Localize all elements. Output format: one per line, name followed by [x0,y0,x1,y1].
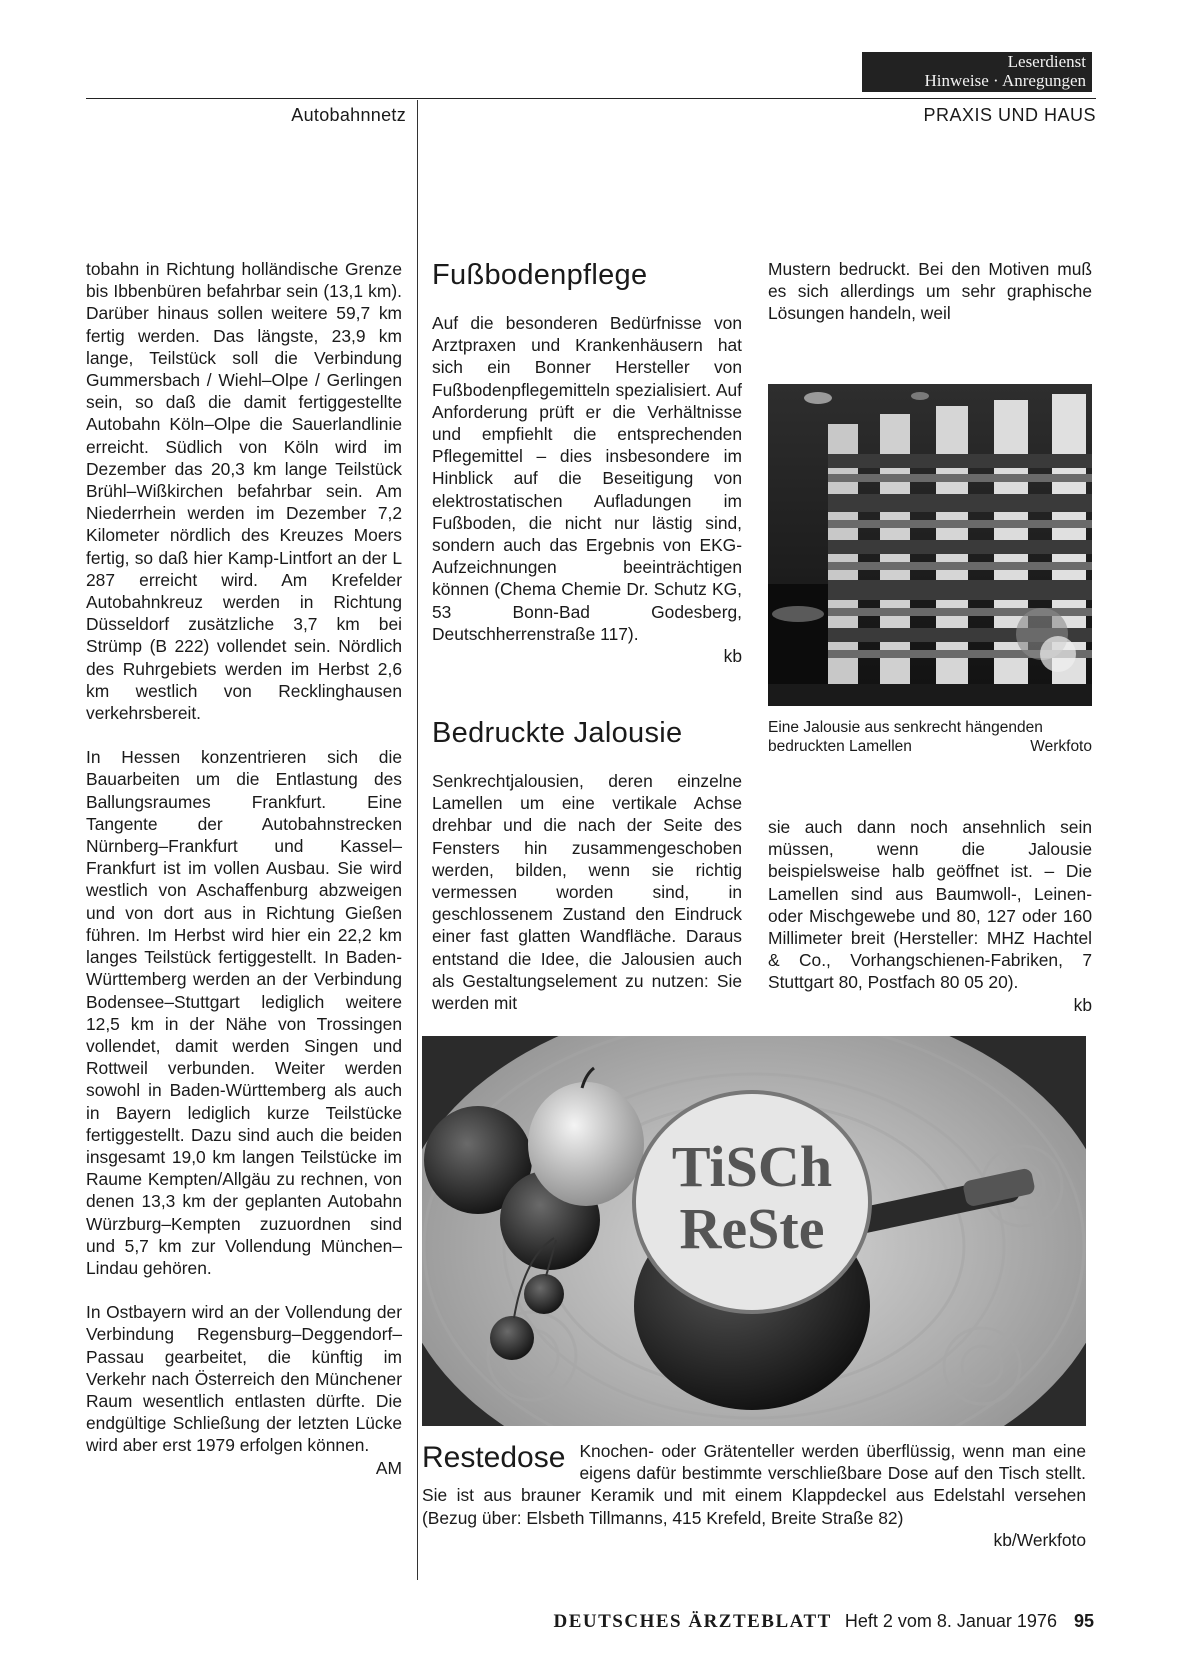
jalousie-heading: Bedruckte Jalousie [432,717,683,749]
page-number: 95 [1073,1611,1094,1631]
rubric-line-1: Leserdienst [1007,52,1086,71]
lid-text-line-1: TiSCh [671,1134,833,1199]
jalousie-text-middle [432,770,742,1014]
jalousie-illustration [768,384,1092,706]
fussboden-signature: kb [723,646,742,667]
jalousie-paragraph-2: Mustern bedruckt. Bei den Motiven muß es sich allerdings um sehr graphische Lösungen handeln, weil [768,259,1092,324]
fussboden-text [432,312,742,667]
restedose-caption: Knochen- oder Grätenteller werden überflüssig, wenn man eine eigens dafür bestimmte verschließbare Dose auf den Tisch stellt. Sie ist aus brauner Keramik und mit einem Klappdeckel aus Edelstahl versehen (Bezug über: Elsbeth Tillmanns, 415 Krefeld, Breite Straße 82) [422,1441,1086,1528]
header-rule [86,98,1096,99]
jalousie-paragraph-3: sie auch dann noch ansehnlich sein müssen, wenn die Jalousie beispielsweise halb geöffnet ist. – Die Lamellen sind aus Baumwoll-, Leinen- oder Mischgewebe und 80, 127 oder 160 Millimeter breit (Hersteller: MHZ Hachtel & Co., Vorhangschienen-Fabriken, 7 Stuttgart 80, Postfach 80 05 20). [768,817,1092,993]
autobahn-paragraph-1: tobahn in Richtung holländische Grenze bis Ibbenbüren befahrbar sein (13,1 km). Darüber hinaus sollen weitere 59,7 km fertig werden. Das längste, 23,9 km lange, Teilstück soll die Verbindung Gummersbach / Wiehl–Olpe / Gerlingen sein, so daß die damit fertiggestellte Autobahn Köln–Olpe die Sauerlandlinie erreicht. Südlich von Köln wird im Dezember das 20,3 km lange Teilstück Brühl–Wißkirchen befahrbar sein. Am Niederrhein werden im Dezember 7,2 Kilometer nördlich des Kreuzes Moers fertig, so daß hier Kamp-Lintfort an der L 287 erreicht wird. Am Krefelder Autobahnkreuz werden in Richtung Düsseldorf zusätzliche 3,7 km bei Strümp (B 222) vollendet sein. Nördlich des Ruhrgebiets werden im Herbst 2,6 km westlich von Recklinghausen verkehrsbereit. [86,259,402,724]
restedose-block [422,1440,1086,1551]
autobahn-paragraph-3: In Ostbayern wird an der Vollendung der Verbindung Regensburg–Deggendorf–Passau gearbeitet, die künftig im Verkehr nach Österreich den Münchener Raum wesentlich entlasten dürfte. Die endgültige Schließung der letzten Lücke wird aber erst 1979 erfolgen können. AM [86,1302,402,1478]
jalousie-paragraph-1: Senkrechtjalousien, deren einzelne Lamellen um eine vertikale Achse drehbar und die nach der Seite des Fensters hin zusammengeschoben werden, bilden, wenn sie richtig vermessen worden sind, in geschlossenem Zustand den Eindruck einer fast glatten Wandfläche. Daraus entstand die Idee, die Jalousien auch als Gestaltungselement zu nutzen: Sie werden mit [432,771,742,1014]
column-divider [417,100,418,1580]
jalousie-photo [768,384,1092,706]
fussboden-heading: Fußbodenpflege [432,259,648,291]
jalousie-caption-credit: Werkfoto [1030,738,1092,755]
jalousie-caption-line-2: bedruckten Lamellen [768,738,912,755]
issue-info: Heft 2 vom 8. Januar 1976 [844,1611,1057,1631]
jalousie-caption-line-1: Eine Jalousie aus senkrecht hängenden [768,719,1043,736]
autobahn-paragraph-2: In Hessen konzentrieren sich die Bauarbeiten um die Entlastung des Ballungsraumes Frankfurt. Eine Tangente der Autobahnstrecken Nürnberg–Frankfurt und Kassel–Frankfurt ist im vollen Ausbau. Sie wird westlich von Aschaffenburg abzweigen und von dort aus in Richtung Gießen führen. Im Herbst wird hier ein 22,2 km langes Teilstück fertiggestellt. In Baden-Württemberg werden an der Verbindung Bodensee–Stuttgart lediglich weitere 12,5 km in der Nähe von Trossingen vollendet, damit werden Singen und Rottweil verbunden. Weiter werden sowohl in Baden-Württemberg als auch in Bayern lediglich kurze Teilstücke fertiggestellt. Dazu sind auch die beiden insgesamt 19,0 km langen Teilstücke im Raume Kempten/Allgäu zu rechnen, von denen 13,3 km der geplanten Autobahn Würzburg–Kempten zuzuordnen sind und 5,7 km zur Vollendung München–Lindau gehören. [86,747,402,1278]
restedose-credit: kb/Werkfoto [993,1529,1086,1550]
rubric-line-2: Hinweise · Anregungen [924,71,1086,90]
left-column [86,258,402,1479]
masthead: DEUTSCHES ÄRZTEBLATT [553,1611,832,1632]
restedose-heading: Restedose [422,1441,566,1474]
page-footer [484,1611,1094,1633]
section-rubric [862,52,1092,92]
jalousie-text-right-bottom [768,816,1092,1016]
restedose-photo [422,1036,1086,1426]
restedose-illustration [422,1036,1086,1426]
fussboden-paragraph: Auf die besonderen Bedürfnisse von Arztpraxen und Krankenhäusern hat sich ein Bonner Hersteller von Fußbodenpflegemitteln spezialisiert. Auf Anforderung prüft er die Verhältnisse und empfiehlt die entsprechenden Pflegemittel – dies insbesondere im Hinblick auf die Beseitigung von elektrostatischen Aufladungen im Fußboden, die nicht nur lästig sind, sondern auch das Ergebnis von EKG-Aufzeichnungen beeinträchtigen können (Chema Chemie Dr. Schutz KG, 53 Bonn-Bad Godesberg, Deutschherrenstraße 117). [432,313,742,644]
right-kicker: PRAXIS UND HAUS [923,105,1096,125]
jalousie-signature: kb [1073,994,1092,1015]
autobahn-signature: AM [375,1457,402,1478]
jalousie-caption [768,718,1092,756]
left-kicker: Autobahnnetz [291,105,406,125]
lid-text-line-2: ReSte [679,1196,825,1261]
jalousie-text-right-top [768,258,1092,325]
